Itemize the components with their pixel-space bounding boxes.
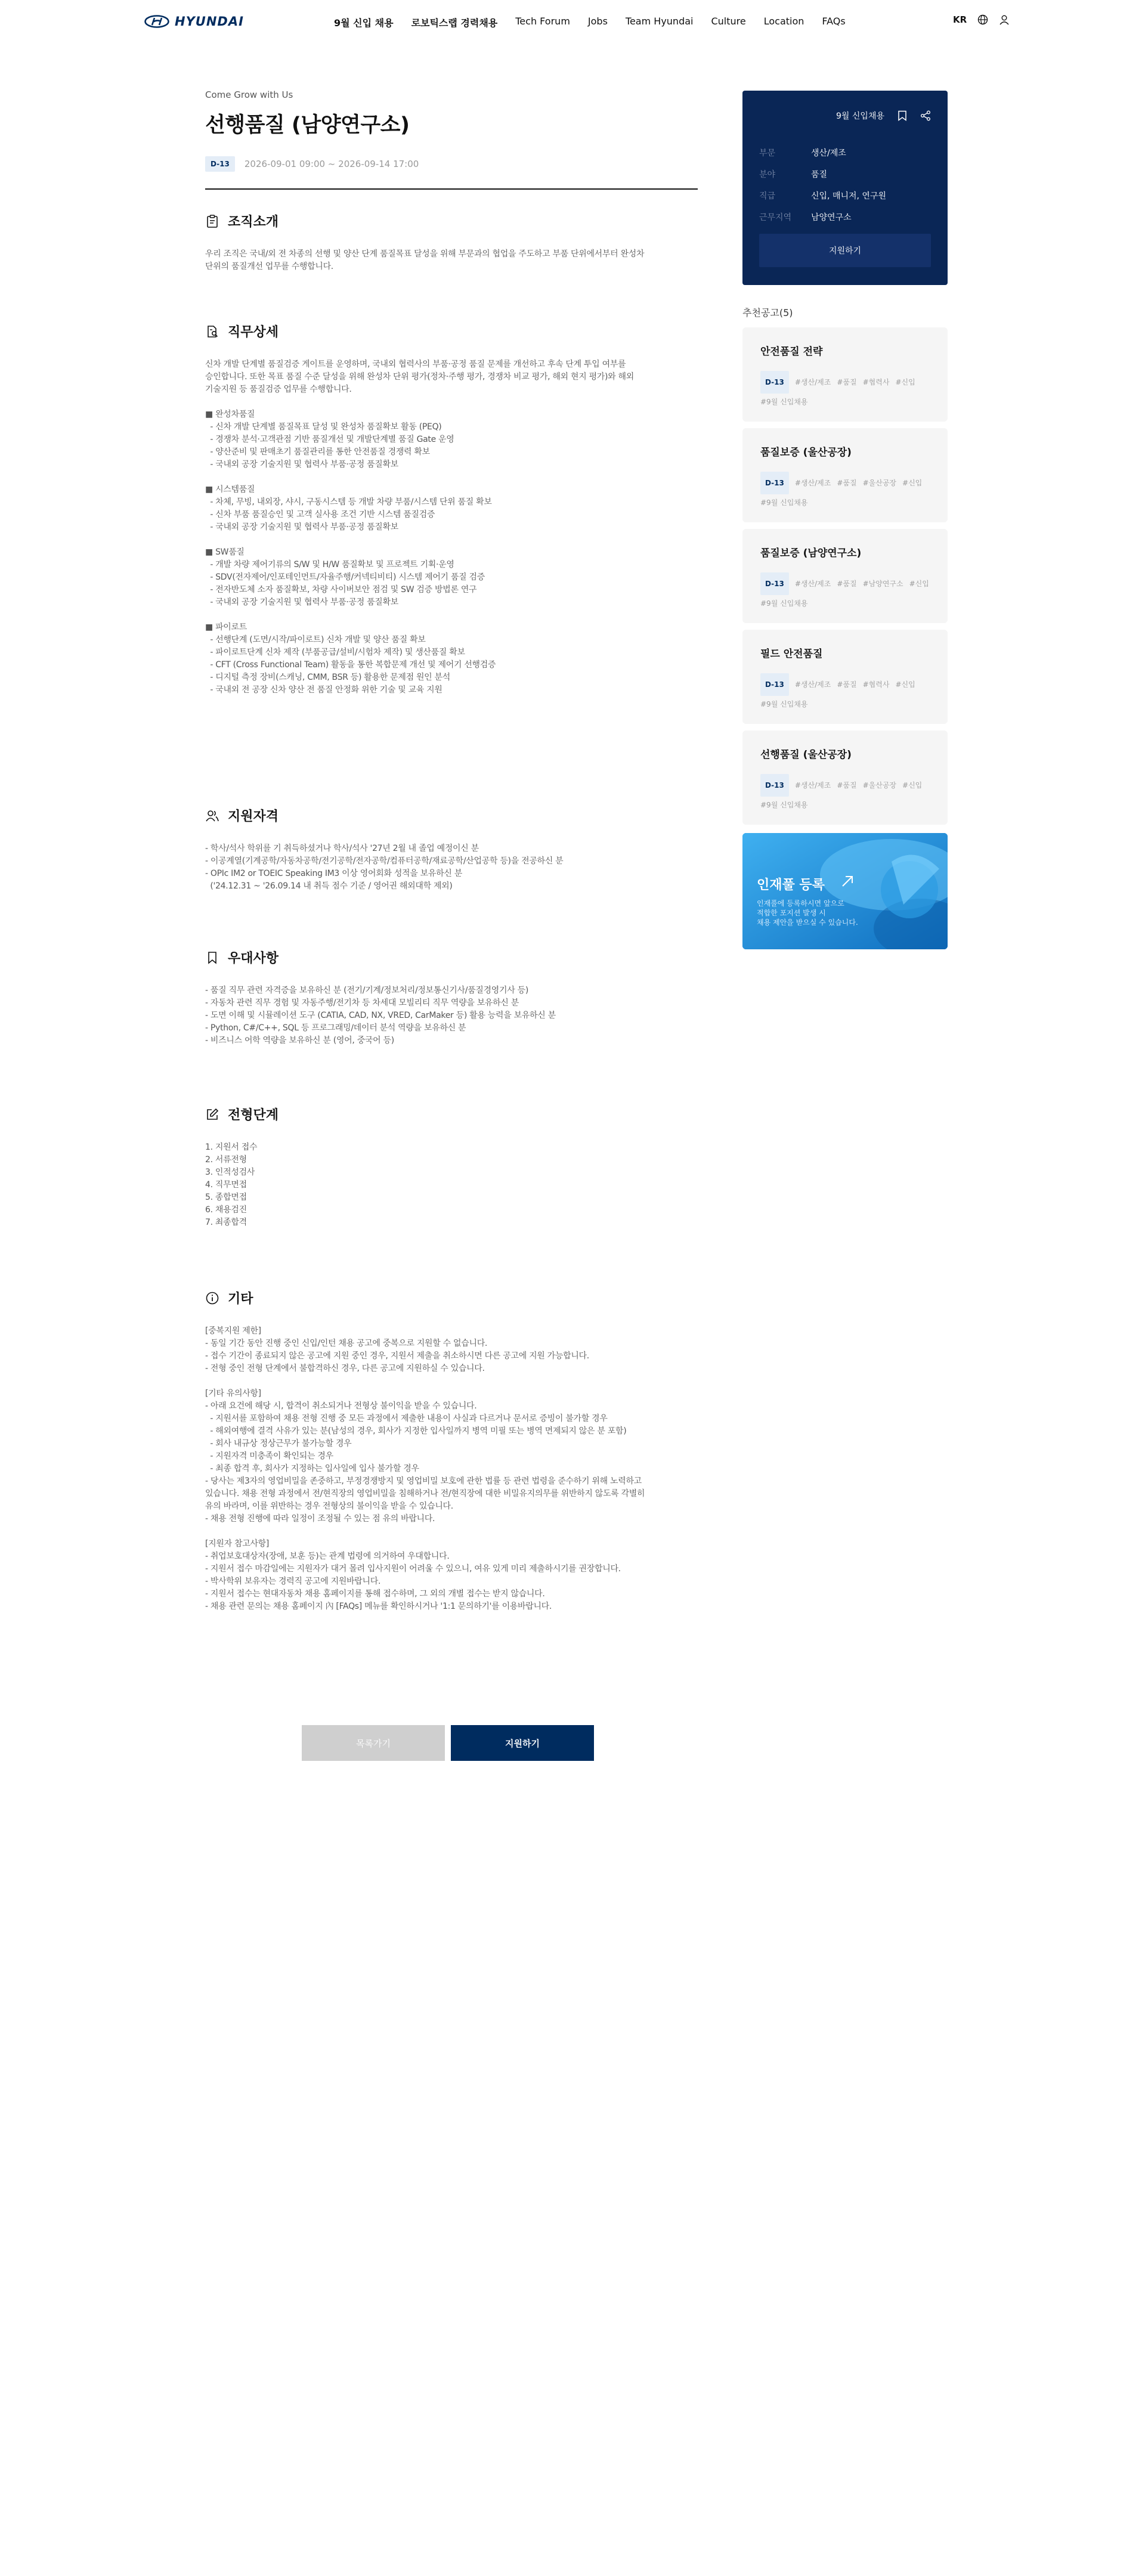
user-icon[interactable] <box>999 14 1010 25</box>
global-header <box>0 0 1145 43</box>
logo-text: HYUNDAI <box>175 14 244 29</box>
tag: #품질 <box>837 781 857 789</box>
list-button[interactable]: 목록가기 <box>302 1725 445 1761</box>
section-title: 우대사항 <box>228 951 279 966</box>
dday-badge: D-13 <box>760 371 789 394</box>
section-preferences <box>205 948 698 1047</box>
section-title: 지원자격 <box>228 809 279 824</box>
hyundai-logo[interactable] <box>144 14 244 29</box>
info-row <box>759 206 886 228</box>
tag: #신입 <box>909 580 929 588</box>
section-title: 기타 <box>228 1292 253 1306</box>
info-value: 신입, 매니저, 연구원 <box>811 191 886 201</box>
tag: #9월 신입채용 <box>760 599 808 608</box>
globe-icon[interactable] <box>977 14 988 25</box>
nav-item-jobs[interactable]: Jobs <box>587 16 608 27</box>
apply-period: 2026-09-01 09:00 ~ 2026-09-14 17:00 <box>244 159 419 169</box>
nav-item-location[interactable]: Location <box>763 16 804 27</box>
section-etc <box>205 1289 698 1613</box>
recommended-title: 필드 안전품질 <box>760 648 823 660</box>
banner-description: 인재풀에 등록하시면 앞으로 적합한 포지션 발생 시 채용 제안을 받으실 수 있습니다. <box>757 899 858 927</box>
tag: #9월 신입채용 <box>760 398 808 406</box>
section-body: 1. 지원서 접수 2. 서류전형 3. 인적성검사 4. 직무면접 5. 종합면접 6. 채용검진 7. 최종합격 <box>205 1143 258 1227</box>
page-title: 선행품질 (남양연구소) <box>205 113 410 137</box>
tag: #품질 <box>837 580 857 588</box>
recommended-card[interactable] <box>742 730 948 825</box>
card-label: 9월 신입채용 <box>836 112 884 121</box>
card-apply-button[interactable]: 지원하기 <box>759 234 931 267</box>
tag: #생산/제조 <box>794 479 831 487</box>
dday-badge: D-13 <box>760 774 789 797</box>
section-qualifications <box>205 806 698 893</box>
tag: #울산공장 <box>862 479 897 487</box>
bookmark-icon <box>205 950 219 965</box>
tag: #품질 <box>837 479 857 487</box>
recommended-tags <box>760 673 930 713</box>
tag: #생산/제조 <box>794 580 831 588</box>
dday-badge: D-13 <box>760 673 789 696</box>
info-key: 직급 <box>759 191 776 201</box>
recommended-title: 품질보증 (울산공장) <box>760 447 852 459</box>
recommended-card[interactable] <box>742 327 948 422</box>
tag: #신입 <box>902 781 923 789</box>
recommended-card[interactable] <box>742 630 948 724</box>
section-body: [중복지원 제한] - 동일 기간 동안 진행 중인 신입/인턴 채용 공고에 중복으로 지원할 수 없습니다. - 접수 기간이 종료되지 않은 공고에 지원 중인 경우, 지원서 제출을 취소하시면 다른 공고에 지원 가능합니다. - 전형 중인 전형 단계에서 불합격하신 경우, 다른 공고에 지원하실 수 있습니다. [기타 유의사항] - 아래 요건에 해당 시, 합격이 취소되거나 전형상 불이익을 받을 수 있습니다. - 지원서를 포함하여 채용 전형 진행 중 모든 과정에서 제출한 내용이 사실과 다르거나 문서로 증빙이 불가할 경우 - 해외여행에 결격 사유가 있는 분(남성의 경우, 회사가 지정한 입사일까지 병역 미필 또는 병역 면제되지 않은 분 포함) - 회사 내규상 정상근무가 불가능할 경우 - 지원자격 미충족이 확인되는 경우 - 최종 합격 후, 회사가 지정하는 입사일에 입사 불가할 경우 - 당사는 제3자의 영업비밀을 존중하고, 부정경쟁방지 및 영업비밀 보호에 관한 법률 등 관련 법령을 준수하기 위해 노력하고 있습니다. 채용 전형 과정에서 전/현직장의 영업비밀을 침해하거나 전/현직장에 대한 비밀유지의무를 위반하지 않도록 각별히 유의 바라며, 이를 위반하는 경우 전형상의 불이익을 받을 수 있습니다. - 채용 전형 진행에 따라 일정이 조정될 수 있는 점 유의 바랍니다. [지원자 참고사항] - 취업보호대상자(장애, 보훈 등)는 관계 법령에 의거하여 우대합니다. - 지원서 접수 마감일에는 지원자가 대거 몰려 입사지원이 어려울 수 있으니, 여유 있게 미리 제출하시기를 권장합니다. - 박사학위 보유자는 경력직 공고에 지원바랍니다. - 지원서 접수는 현대자동차 채용 홈페이지를 통해 접수하며, 그 외의 개별 접수는 받지 않습니다. - 채용 관련 문의는 채용 홈페이지 內 [FAQs] 메뉴를 확인하시거나 '1:1 문의하기'를 이용바랍니다. <box>205 1326 645 1611</box>
tag: #품질 <box>837 680 857 689</box>
tag: #울산공장 <box>862 781 897 789</box>
info-row <box>759 185 886 206</box>
recommended-title: 안전품질 전략 <box>760 346 823 358</box>
main-nav <box>334 16 864 29</box>
info-value: 생산/제조 <box>811 148 846 158</box>
recommended-title: 선행품질 (울산공장) <box>760 749 852 761</box>
dday-badge: D-13 <box>205 156 235 172</box>
bookmark-icon[interactable] <box>898 110 907 121</box>
info-key: 분야 <box>759 170 776 179</box>
info-value: 남양연구소 <box>811 213 852 222</box>
recommended-card[interactable] <box>742 428 948 522</box>
arrow-up-right-icon <box>841 875 854 888</box>
nav-item-september-recruit[interactable]: 9월 신입 채용 <box>334 17 394 29</box>
recommended-tags <box>760 774 930 813</box>
section-duty <box>205 322 698 696</box>
talent-pool-banner[interactable] <box>742 833 948 949</box>
info-row <box>759 142 886 163</box>
tag: #협력사 <box>862 378 890 386</box>
recommended-tags <box>760 371 930 410</box>
section-body: - 품질 직무 관련 자격증을 보유하신 분 (전기/기계/정보처리/정보통신기사/품질경영기사 등) - 자동차 관련 직무 경험 및 자동주행/전기차 등 차세대 모빌리티 직무 역량을 보유하신 분 - 도면 이해 및 시뮬레이션 도구 (CATIA, CAD, NX, VRED, CarMaker 등) 활용 능력을 보유하신 분 - Python, C#/C++, SQL 등 프로그래밍/데이터 분석 역량을 보유하신 분 - 비즈니스 어학 역량을 보유하신 분 (영어, 중국어 등) <box>205 986 556 1045</box>
tag: #품질 <box>837 378 857 386</box>
section-body: 우리 조직은 국내/외 전 차종의 선행 및 양산 단계 품질목표 달성을 위해 부문과의 협업을 주도하고 부품 단위에서부터 완성차 단위의 품질개선 업무를 수행합니다. <box>205 249 645 271</box>
nav-item-robotics-lab[interactable]: 로보틱스랩 경력채용 <box>411 17 498 29</box>
section-title: 직무상세 <box>228 325 279 340</box>
document-search-icon <box>205 324 219 339</box>
tag: #9월 신입채용 <box>760 801 808 809</box>
title-divider <box>205 188 698 190</box>
info-key: 근무지역 <box>759 213 792 222</box>
job-summary-card <box>742 91 948 285</box>
recommended-tags <box>760 572 930 612</box>
eyebrow-text: Come Grow with Us <box>205 89 293 100</box>
tag: #신입 <box>895 378 915 386</box>
tag: #협력사 <box>862 680 890 689</box>
recommended-tags <box>760 472 930 511</box>
header-utilities <box>953 14 1010 25</box>
share-icon[interactable] <box>920 110 931 121</box>
tag: #생산/제조 <box>794 378 831 386</box>
tag: #신입 <box>902 479 923 487</box>
info-key: 부문 <box>759 148 776 158</box>
recommended-heading: 추천공고(5) <box>742 307 793 318</box>
info-row <box>759 163 886 185</box>
tag: #신입 <box>895 680 915 689</box>
clipboard-icon <box>205 214 219 228</box>
nav-item-faqs[interactable]: FAQs <box>822 16 846 27</box>
banner-title: 인재풀 등록 <box>757 878 825 893</box>
recommended-title: 품질보증 (남양연구소) <box>760 547 862 559</box>
tag: #생산/제조 <box>794 680 831 689</box>
dday-badge: D-13 <box>760 472 789 494</box>
recommended-card[interactable] <box>742 529 948 623</box>
dday-badge: D-13 <box>760 572 789 595</box>
edit-icon <box>205 1107 219 1122</box>
tag: #생산/제조 <box>794 781 831 789</box>
job-info-list <box>759 142 886 228</box>
section-body: 신차 개발 단계별 품질검증 게이트를 운영하며, 국내외 협력사의 부품·공정 품질 문제를 개선하고 후속 단계 투입 여부를 승인합니다. 또한 목표 품질 수준 달성을 위해 완성차 단위 평가(정차·주행 평가, 경쟁차 비교 평가, 해외 현지 평가)와 해외 기술지원 등 품질검증 업무를 수행합니다. ■ 완성차품질 - 신차 개발 단계별 품질목표 달성 및 완성차 품질확보 활동 (PEQ) - 경쟁차 분석·고객관점 기반 품질개선 및 개발단계별 품질 Gate 운영 - 양산준비 및 판매초기 품질관리를 통한 안전품질 경쟁력 확보 - 국내외 공장 기술지원 및 협력사 부품·공정 품질확보 ■ 시스템품질 - 차체, 무빙, 내외장, 샤시, 구동시스템 등 개발 차량 부품/시스템 단위 품질 확보 - 신차 부품 품질승인 및 고객 실사용 조건 기반 시스템 품질검증 - 국내외 공장 기술지원 및 협력사 부품·공정 품질확보 ■ SW품질 - 개발 차량 제어기류의 S/W 및 H/W 품질확보 및 프로젝트 기획·운영 - SDV(전자제어/인포테인먼트/자율주행/커넥티비티) 시스템 제어기 품질 검증 - 전자반도체 소자 품질확보, 차량 사이버보안 점검 및 SW 검증 방법론 연구 - 국내외 공장 기술지원 및 협력사 부품·공정 품질확보 ■ 파이로트 - 선행단계 (도면/시작/파이로트) 신차 개발 및 양산 품질 확보 - 파이로트단계 신차 제작 (부품공급/설비/시험차 제작) 및 생산품질 확보 - CFT (Cross Functional Team) 활동을 통한 복합문제 개선 및 제어기 선행검증 - 디지털 측정 장비(스캐닝, CMM, BSR 등) 활용한 문제점 원인 분석 - 국내외 전 공장 신차 양산 전 품질 안정화 위한 기술 및 교육 지원 <box>205 360 635 695</box>
bottom-actions <box>302 1725 594 1761</box>
section-title: 전형단계 <box>228 1108 279 1123</box>
nav-item-tech-forum[interactable]: Tech Forum <box>515 16 570 27</box>
nav-item-team-hyundai[interactable]: Team Hyundai <box>625 16 694 27</box>
tag: #9월 신입채용 <box>760 700 808 708</box>
section-title: 조직소개 <box>228 215 279 230</box>
hyundai-emblem-icon <box>144 15 169 28</box>
job-header <box>205 89 698 190</box>
section-body: - 학사/석사 학위를 기 취득하셨거나 학사/석사 '27년 2월 내 졸업 예정이신 분 - 이공계열(기계공학/자동차공학/전기공학/전자공학/컴퓨터공학/재료공학/산업공학 등)을 전공하신 분 - OPIc IM2 or TOEIC Speaking IM3 이상 영어회화 성적을 보유하신 분 ('24.12.31 ~ '26.09.14 내 취득 점수 기준 / 영어권 해외대학 제외) <box>205 844 564 891</box>
section-process <box>205 1105 698 1229</box>
apply-button[interactable]: 지원하기 <box>451 1725 594 1761</box>
section-organization <box>205 212 698 273</box>
info-value: 품질 <box>811 170 828 179</box>
nav-item-culture[interactable]: Culture <box>711 16 746 27</box>
language-selector[interactable]: KR <box>953 14 967 25</box>
tag: #남양연구소 <box>862 580 903 588</box>
tag: #9월 신입채용 <box>760 499 808 507</box>
job-meta <box>205 156 698 172</box>
info-icon <box>205 1291 219 1305</box>
users-icon <box>205 809 219 823</box>
